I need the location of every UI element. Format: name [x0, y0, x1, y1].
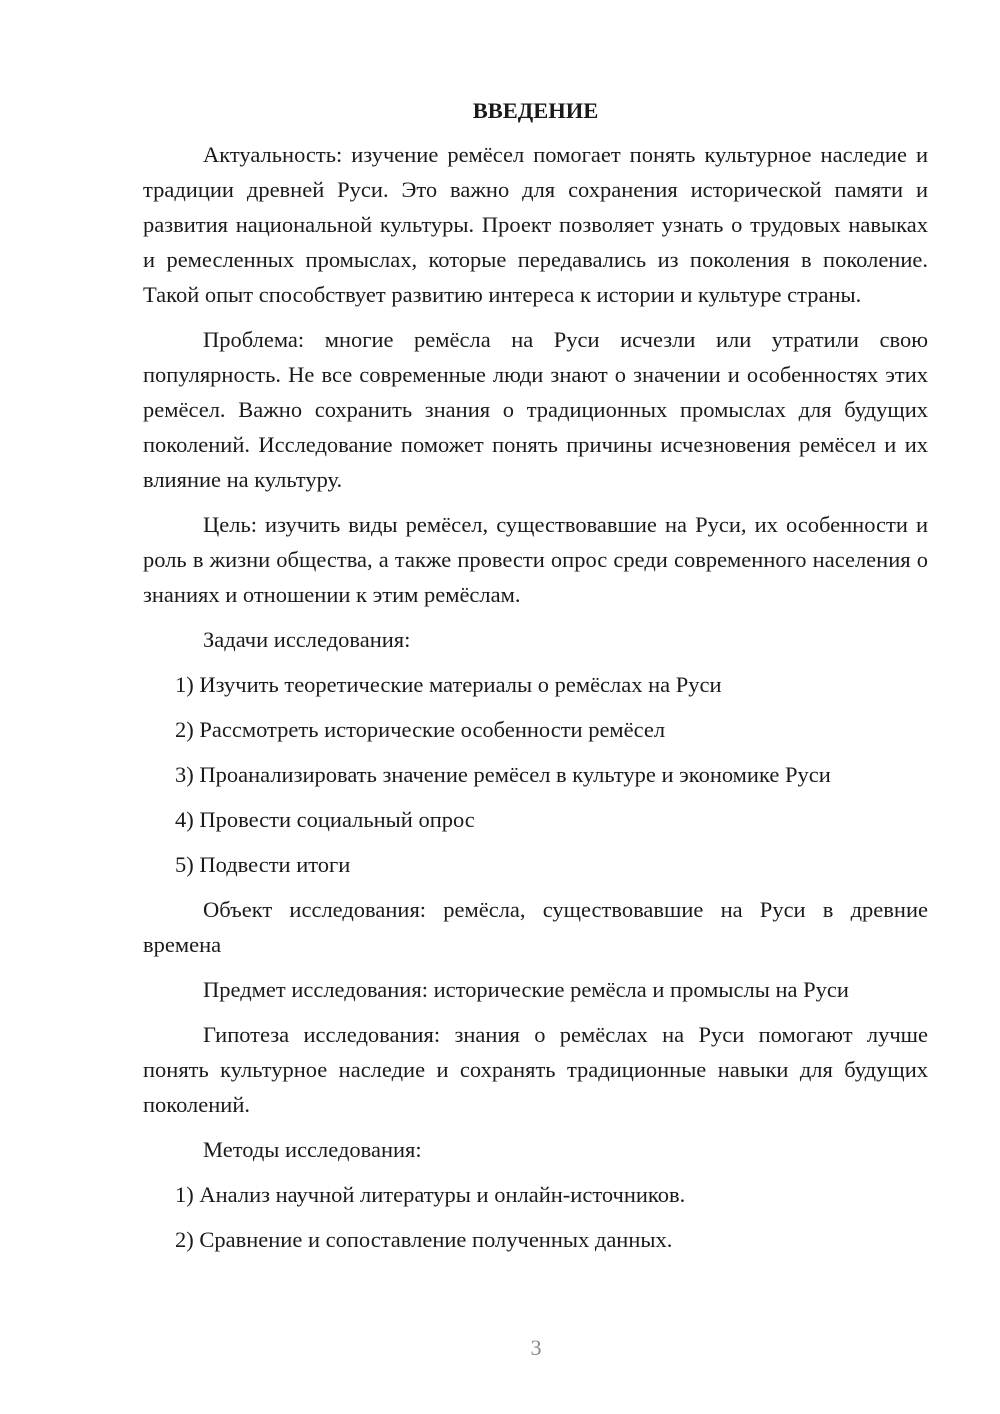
section-title: ВВЕДЕНИЕ [472, 98, 599, 123]
list-item: 2) Рассмотреть исторические особенности ремёсел [175, 717, 666, 742]
object-paragraph: Объект исследования: ремёсла, существовавшие на Руси в древние времена [143, 897, 928, 957]
relevance-paragraph: Актуальность: изучение ремёсел помогает понять культурное наследие и традиции древней Руси. Это важно для сохранения исторической памяти и развития национальной культуры. Проект позволяет узнать о трудовых навыках и ремесленных промыслах, которые передавались из поколения в поколение. Такой опыт способствует развитию интереса к истории и культуре страны. [143, 142, 928, 307]
tasks-heading: Задачи исследования: [203, 627, 411, 652]
list-item: 2) Сравнение и сопоставление полученных данных. [175, 1227, 673, 1252]
methods-heading: Методы исследования: [203, 1137, 422, 1162]
page-number: 3 [530, 1335, 542, 1360]
list-item: 1) Изучить теоретические материалы о ремёслах на Руси [175, 672, 722, 697]
list-item: 5) Подвести итоги [175, 852, 351, 877]
list-item: 1) Анализ научной литературы и онлайн-источников. [175, 1182, 686, 1207]
tasks-list [143, 667, 928, 882]
methods-list [143, 1177, 928, 1257]
list-item: 3) Проанализировать значение ремёсел в культуре и экономике Руси [175, 762, 831, 787]
list-item: 4) Провести социальный опрос [175, 807, 475, 832]
goal-paragraph: Цель: изучить виды ремёсел, существовавшие на Руси, их особенности и роль в жизни общества, а также провести опрос среди современного населения о знаниях и отношении к этим ремёслам. [143, 512, 928, 607]
hypothesis-paragraph: Гипотеза исследования: знания о ремёслах на Руси помогают лучше понять культурное наследие и сохранять традиционные навыки для будущих поколений. [143, 1022, 928, 1117]
page-content [143, 93, 928, 1267]
subject-paragraph: Предмет исследования: исторические ремёсла и промыслы на Руси [203, 977, 849, 1002]
problem-paragraph: Проблема: многие ремёсла на Руси исчезли или утратили свою популярность. Не все современные люди знают о значении и особенностях этих ремёсел. Важно сохранить знания о традиционных промыслах для будущих поколений. Исследование поможет понять причины исчезновения ремёсел и их влияние на культуру. [143, 327, 928, 492]
